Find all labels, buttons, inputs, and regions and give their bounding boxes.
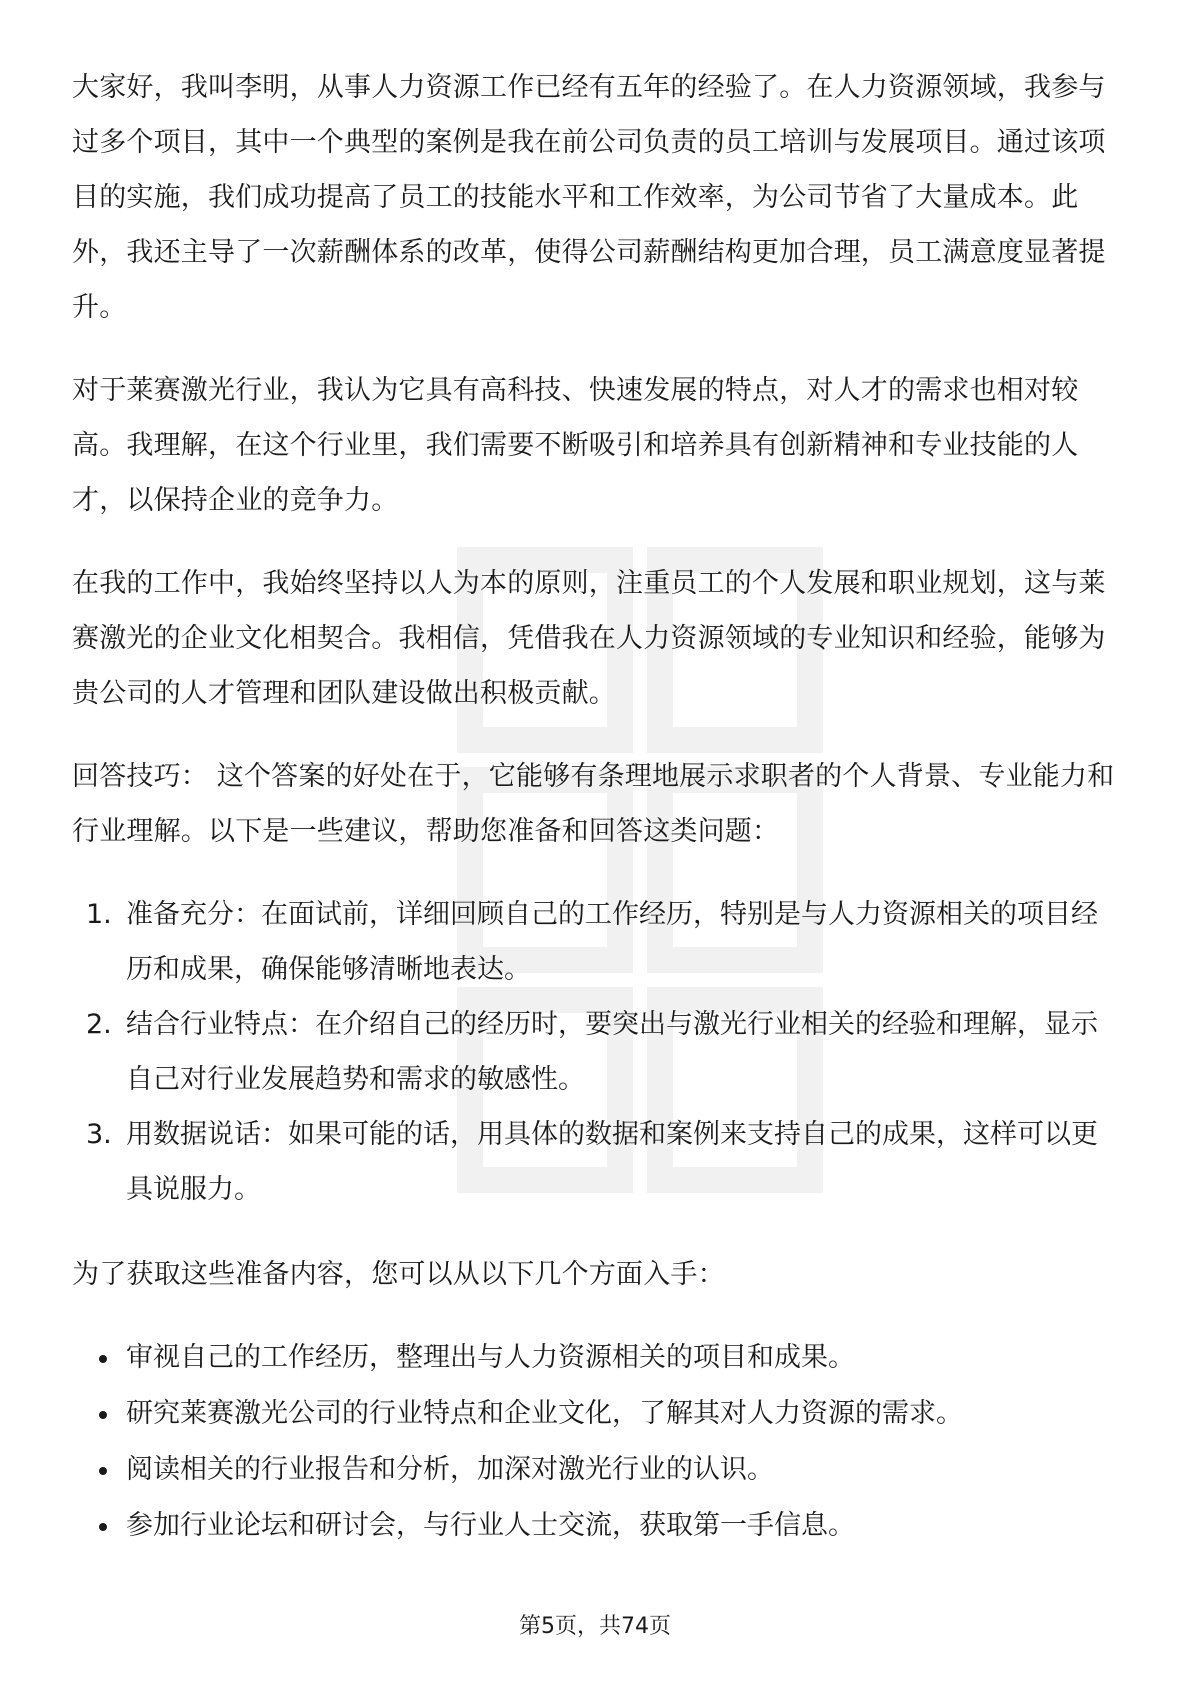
list-item xyxy=(72,1386,1122,1442)
industry-paragraph: 对于莱赛激光行业，我认为它具有高科技、快速发展的特点，对人才的需求也相对较高。我理解，在这个行业里，我们需要不断吸引和培养具有创新精神和专业技能的人才，以保持企业的竞争力。 xyxy=(72,375,1079,516)
list-item xyxy=(72,997,1122,1107)
bullet-dot-icon xyxy=(99,1467,107,1475)
tips-list xyxy=(72,887,1122,1217)
philosophy-paragraph: 在我的工作中，我始终坚持以人为本的原则，注重员工的个人发展和职业规划，这与莱赛激光的企业文化相契合。我相信，凭借我在人力资源领域的专业知识和经验，能够为贵公司的人才管理和团队建设做出积极贡献。 xyxy=(72,568,1106,709)
list-number: 3. xyxy=(86,1119,112,1150)
prep-intro-paragraph: 为了获取这些准备内容，您可以从以下几个方面入手： xyxy=(72,1259,725,1290)
list-number: 2. xyxy=(86,1009,112,1040)
list-item xyxy=(72,887,1122,997)
list-item-text: 阅读相关的行业报告和分析，加深对激光行业的认识。 xyxy=(126,1454,774,1485)
bullet-dot-icon xyxy=(99,1411,107,1419)
list-item xyxy=(72,1107,1122,1217)
list-item-text: 准备充分：在面试前，详细回顾自己的工作经历，特别是与人力资源相关的项目经历和成果，确保能够清晰地表达。 xyxy=(126,899,1098,985)
page-number-footer: 第5页，共74页 xyxy=(519,1614,671,1639)
list-item-text: 用数据说话：如果可能的话，用具体的数据和案例来支持自己的成果，这样可以更具说服力。 xyxy=(126,1119,1098,1205)
list-item-text: 结合行业特点：在介绍自己的经历时，要突出与激光行业相关的经验和理解，显示自己对行业发展趋势和需求的敏感性。 xyxy=(126,1009,1098,1095)
bullet-dot-icon xyxy=(99,1523,107,1531)
bullet-dot-icon xyxy=(99,1355,107,1363)
list-item xyxy=(72,1442,1122,1498)
answer-tips-paragraph: 回答技巧： 这个答案的好处在于，它能够有条理地展示求职者的个人背景、专业能力和行业理解。以下是一些建议，帮助您准备和回答这类问题： xyxy=(72,761,1115,847)
prep-list xyxy=(72,1330,1122,1554)
list-item-text: 参加行业论坛和研讨会，与行业人士交流，获取第一手信息。 xyxy=(126,1510,855,1541)
list-item-text: 研究莱赛激光公司的行业特点和企业文化，了解其对人力资源的需求。 xyxy=(126,1398,963,1429)
intro-paragraph: 大家好，我叫李明，从事人力资源工作已经有五年的经验了。在人力资源领域，我参与过多个项目，其中一个典型的案例是我在前公司负责的员工培训与发展项目。通过该项目的实施，我们成功提高了员工的技能水平和工作效率，为公司节省了大量成本。此外，我还主导了一次薪酬体系的改革，使得公司薪酬结构更加合理，员工满意度显著提升。 xyxy=(72,72,1106,323)
list-item xyxy=(72,1330,1122,1386)
list-item xyxy=(72,1498,1122,1554)
list-number: 1. xyxy=(86,899,112,930)
list-item-text: 审视自己的工作经历，整理出与人力资源相关的项目和成果。 xyxy=(126,1342,855,1373)
document-body xyxy=(72,60,1122,1584)
